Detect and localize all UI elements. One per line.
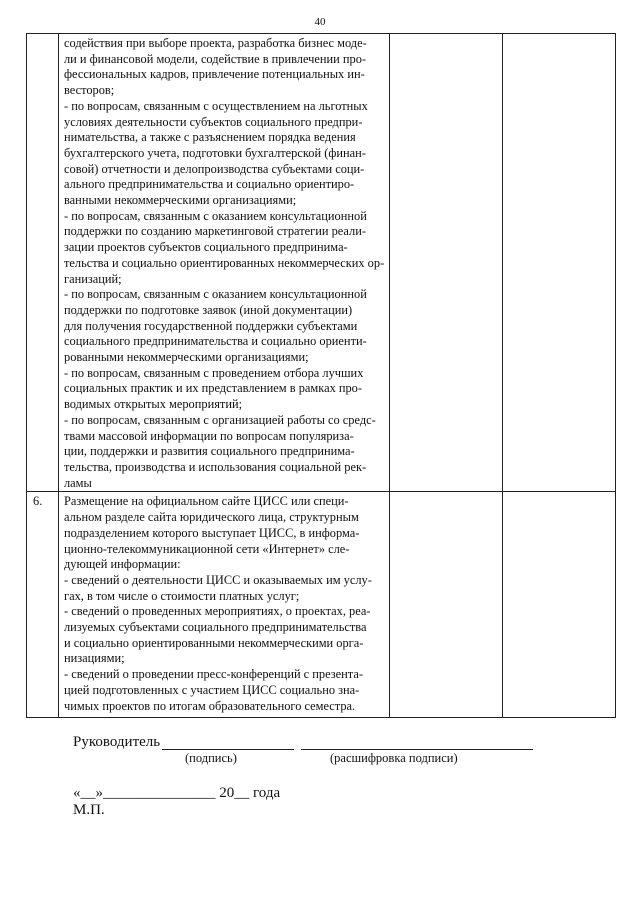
description-line: социальных практик и их представлением в рамках про- — [64, 381, 363, 396]
description-line: - сведений о деятельности ЦИСС и оказываемых им услу- — [64, 572, 372, 587]
description-line: бухгалтерского учета, подготовки бухгалтерской (финан- — [64, 145, 366, 160]
empty-cell — [503, 492, 616, 718]
signature-label: Руководитель — [73, 734, 161, 750]
row-description-cell — [59, 34, 390, 492]
description-line: - по вопросам, связанным с оказанием консультационной — [64, 287, 367, 302]
description-line: фессиональных кадров, привлечение потенциальных ин- — [64, 67, 365, 82]
description-line: подразделением которого выступает ЦИСС, в информа- — [64, 525, 360, 540]
description-line: зации проектов субъектов социального предпринима- — [64, 240, 348, 255]
description-line: поддержки по созданию маркетинговой стратегии реали- — [64, 224, 366, 239]
description-line: и социально ориентированными некоммерческими орга- — [64, 635, 364, 650]
description-line: ционно-телекоммуникационной сети «Интернет» сле- — [64, 541, 350, 556]
date-line: «__»_______________ 20__ года — [73, 785, 281, 801]
description-line: ванными некоммерческими организациями; — [64, 193, 297, 208]
description-line: нимательства, а также с разъяснением порядка ведения — [64, 130, 356, 145]
empty-cell — [503, 34, 616, 492]
description-line: для получения государственной поддержки субъектами — [64, 318, 358, 333]
description-line: - по вопросам, связанным с проведением отбора лучших — [64, 365, 364, 380]
row-description — [59, 492, 389, 714]
description-line: тельства и социально ориентированных некоммерческих ор- — [64, 255, 385, 270]
table-row-continued — [27, 34, 616, 492]
description-line: ции, поддержки и развития социального предпринима- — [64, 444, 355, 459]
services-table — [26, 33, 616, 718]
description-line: альном разделе сайта юридического лица, структурным — [64, 510, 359, 525]
description-line: социального предпринимательства и социально ориенти- — [64, 334, 367, 349]
row-number — [27, 34, 58, 36]
description-line: гах, в том числе о стоимости платных услуг; — [64, 588, 300, 603]
page-number: 40 — [314, 16, 326, 28]
row-description-cell — [59, 492, 390, 718]
description-line: поддержки по подготовке заявок (иной документации) — [64, 302, 353, 317]
signature-caption: (подпись) — [185, 751, 237, 765]
description-line: низациями; — [64, 651, 125, 666]
description-line: Размещение на официальном сайте ЦИСС или специ- — [64, 494, 349, 509]
empty-cell — [390, 492, 503, 718]
description-line: ламы — [64, 475, 92, 490]
row-number: 6. — [33, 494, 43, 509]
description-line: тельства, производства и использования социальной рек- — [64, 459, 367, 474]
description-line: - сведений о проведенных мероприятиях, о проектах, реа- — [64, 604, 371, 619]
row-description — [59, 34, 389, 491]
description-line: дующей информации: — [64, 557, 181, 572]
description-line: лизуемых субъектами социального предпринимательства — [64, 620, 367, 635]
description-line: - по вопросам, связанным с осуществлением на льготных — [64, 98, 368, 113]
description-line: рованными некоммерческими организациями; — [64, 350, 309, 365]
description-line: совой) отчетности и делопроизводства субъектами соци- — [64, 161, 365, 176]
description-line: - сведений о проведении пресс-конференций с презента- — [64, 667, 363, 682]
decoding-line — [301, 749, 533, 750]
description-line: - по вопросам, связанным с оказанием консультационной — [64, 208, 367, 223]
row-number-cell — [27, 492, 59, 718]
description-line: - по вопросам, связанным с организацией работы со средс- — [64, 412, 376, 427]
empty-cell — [390, 34, 503, 492]
description-line: цией подготовленных с участием ЦИСС социально зна- — [64, 682, 360, 697]
description-line: твами массовой информации по вопросам популяриза- — [64, 428, 354, 443]
description-line: весторов; — [64, 83, 115, 98]
description-line: ли и финансовой модели, содействие в привлечении про- — [64, 51, 367, 66]
description-line: содействия при выборе проекта, разработка бизнес моде- — [64, 36, 367, 50]
row-number-cell — [27, 34, 59, 492]
decoding-caption: (расшифровка подписи) — [330, 751, 458, 765]
description-line: условиях деятельности субъектов социального предпри- — [64, 114, 363, 129]
description-line: водимых открытых мероприятий; — [64, 397, 243, 412]
description-line: ального предпринимательства и социально ориентиро- — [64, 177, 355, 192]
stamp-place: М.П. — [73, 802, 105, 818]
description-line: чимых проектов по итогам образовательного семестра. — [64, 698, 356, 713]
description-line: ганизаций; — [64, 271, 122, 286]
signature-line — [162, 749, 294, 750]
table-row-6 — [27, 492, 616, 718]
